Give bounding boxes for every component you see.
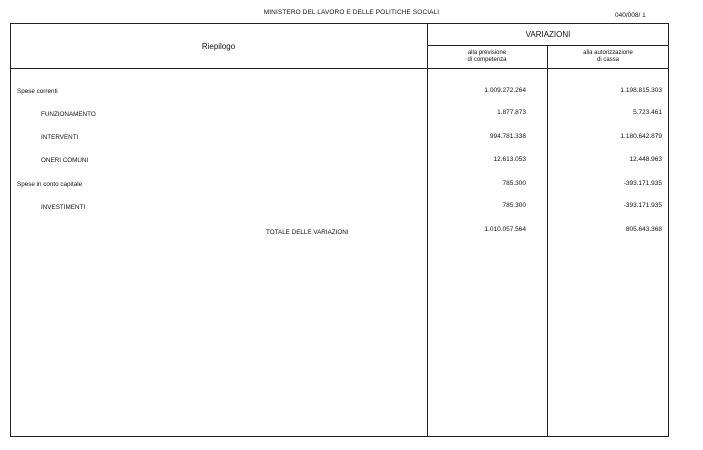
ministry-title: MINISTERO DEL LAVORO E DELLE POLITICHE SOCIALI <box>263 9 440 16</box>
row-label-spese-correnti: Spese correnti <box>17 88 58 95</box>
row-value-competenza: 785.300 <box>502 180 526 187</box>
row-value-cassa: 1.180.642.879 <box>620 133 662 140</box>
row-label-investimenti: INVESTIMENTI <box>41 204 86 211</box>
col-competenza-line1: alla previsione <box>467 50 507 56</box>
row-value-competenza: 1.009.272.264 <box>484 87 526 94</box>
row-value-cassa: 5.723.461 <box>633 109 662 116</box>
divider-group-header <box>427 45 669 46</box>
divider-left <box>427 23 428 437</box>
row-value-competenza: 785.300 <box>502 202 526 209</box>
col-cassa-line2: di cassa <box>596 57 619 63</box>
row-value-competenza: 1.010.057.564 <box>484 226 526 233</box>
row-label-interventi: INTERVENTI <box>41 134 79 141</box>
row-value-cassa: 805.643.368 <box>625 226 662 233</box>
row-label-spese-conto-capitale: Spese in conto capitale <box>17 181 83 188</box>
riepilogo-header: Riepilogo <box>201 42 236 51</box>
row-value-competenza: 994.781.338 <box>489 133 526 140</box>
page-code: 040/008/ 1 <box>615 12 646 19</box>
row-label-funzionamento: FUNZIONAMENTO <box>41 111 96 118</box>
row-value-competenza: 1.877.873 <box>497 109 526 116</box>
divider-middle <box>547 45 548 437</box>
col-competenza-line2: di competenza <box>467 57 507 63</box>
divider-header-bottom <box>10 68 669 69</box>
row-label-oneri-comuni: ONERI COMUNI <box>41 157 89 164</box>
row-value-cassa: 1.198.815.303 <box>620 87 662 94</box>
variazioni-header: VARIAZIONI <box>525 30 571 39</box>
row-value-competenza: 12.613.053 <box>493 156 526 163</box>
col-cassa-line1: alla autorizzazione <box>583 50 633 56</box>
row-value-cassa: -393.171.935 <box>623 202 662 209</box>
row-value-cassa: -393.171.935 <box>623 180 662 187</box>
row-value-cassa: 12.448.963 <box>629 156 662 163</box>
row-label-totale-variazioni: TOTALE DELLE VARIAZIONI <box>266 229 349 236</box>
